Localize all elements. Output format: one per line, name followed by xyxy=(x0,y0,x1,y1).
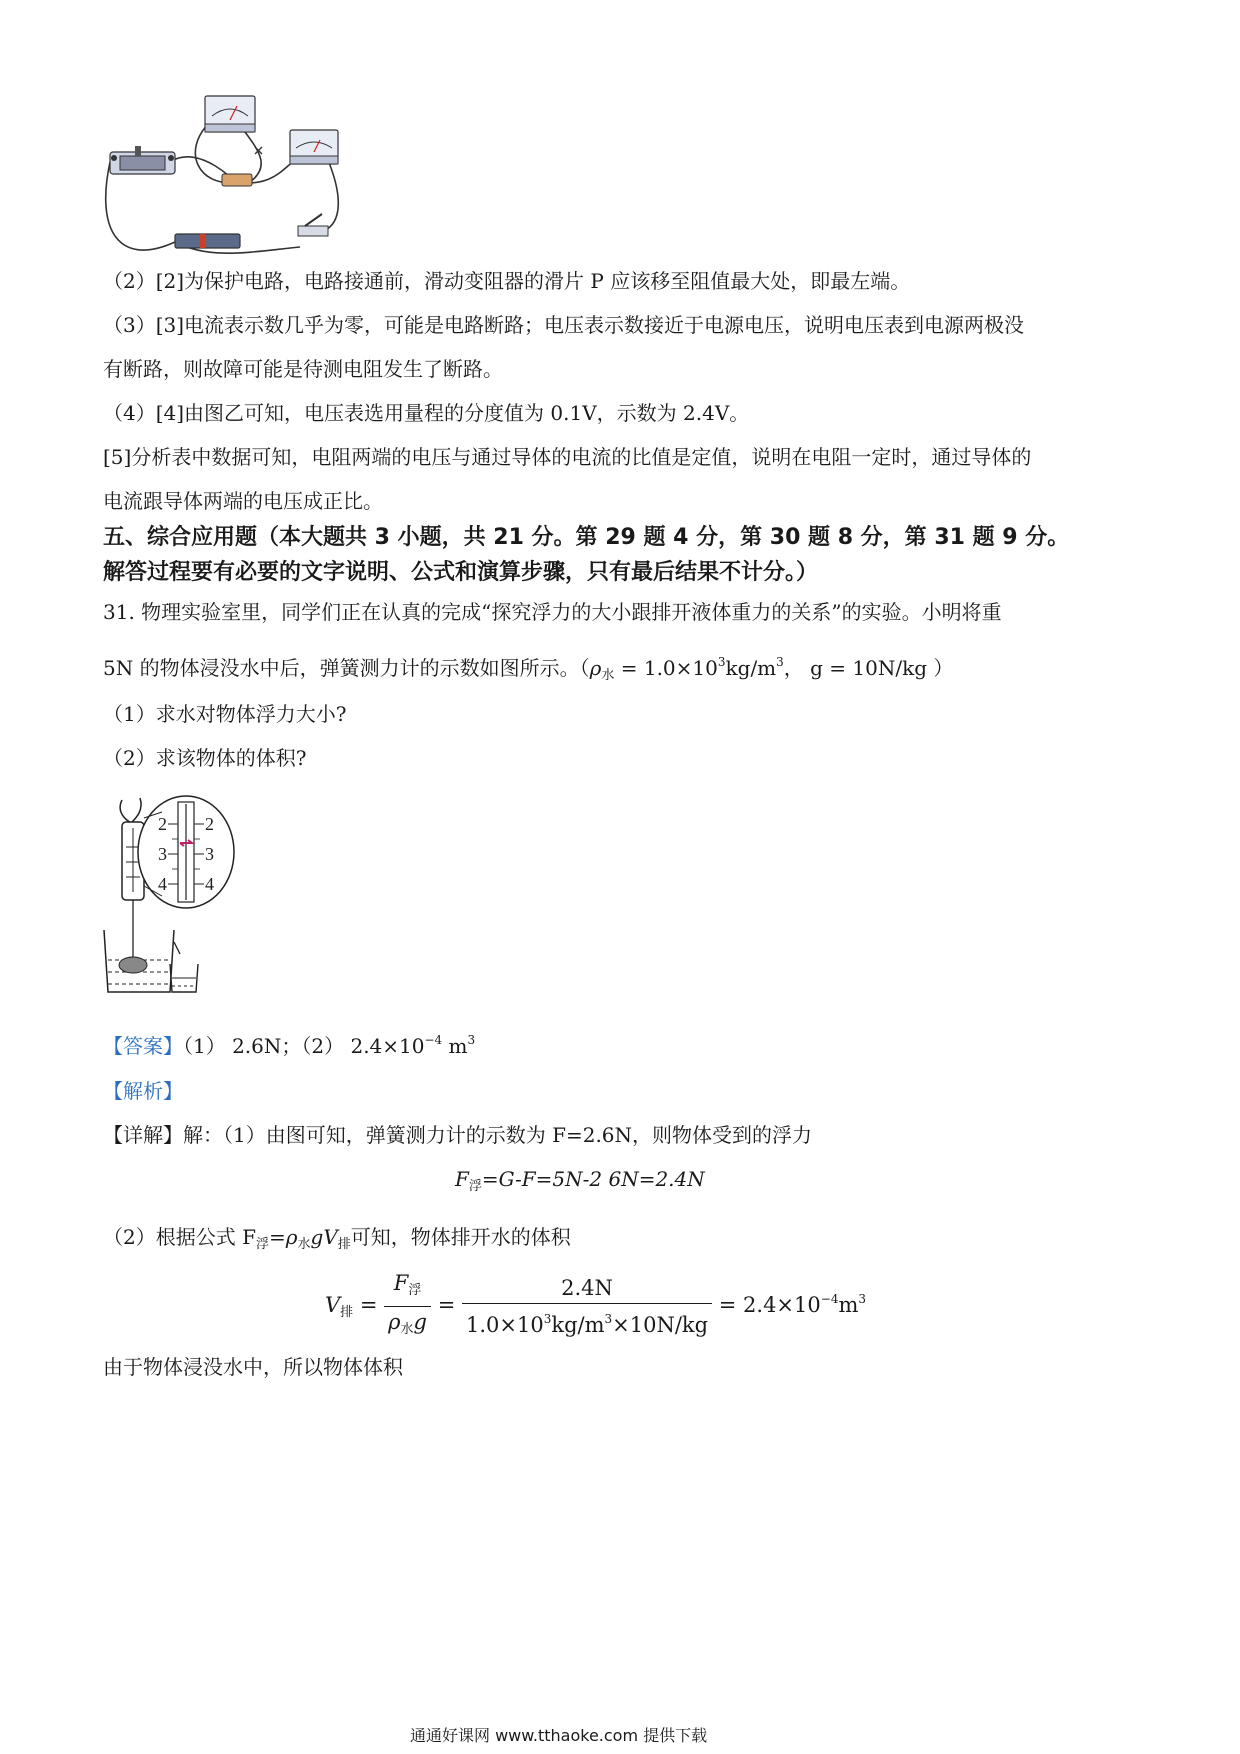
question-31-line-1: 31. 物理实验室里，同学们正在认真的完成“探究浮力的大小跟排开液体重力的关系”的实验。小明将重 xyxy=(103,600,1002,624)
analysis-step-2: （2）[2]为保护电路，电路接通前，滑动变阻器的滑片 P 应该移至阻值最大处，即最左端。 xyxy=(103,269,911,293)
fraction-values: $\frac{2.4N}{1.0\times 10^3kg/m^3\times 10N/kg}$ xyxy=(462,1273,712,1340)
analysis-tag: 【解析】 xyxy=(103,1079,183,1103)
question-31-sub-1: （1）求水对物体浮力大小? xyxy=(103,702,347,726)
page-footer: 通通好课网 www.tthaoke.com 提供下载 xyxy=(410,1726,708,1745)
scale-tick-right-4: 4 xyxy=(205,874,214,894)
scale-tick-right-2: 2 xyxy=(205,814,214,834)
analysis-step-5-line-2: 电流跟导体两端的电压成正比。 xyxy=(103,489,383,513)
analysis-step-4: （4）[4]由图乙可知，电压表选用量程的分度值为 0.1V，示数为 2.4V。 xyxy=(103,401,750,425)
formula-buoyancy: $F_浮=G-F=5N-2$ 6N=2.4N xyxy=(455,1167,705,1194)
analysis-step-3-line-1: （3）[3]电流表示数几乎为零，可能是电路断路；电压表示数接近于电源电压，说明电压表到电源两极没 xyxy=(103,313,1025,337)
section-title-line-1: 五、综合应用题（本大题共 3 小题，共 21 分。第 29 题 4 分，第 30 题 8 分，第 31 题 9 分。 xyxy=(103,525,1070,550)
scale-tick-left-2: 2 xyxy=(158,814,167,834)
volume-equation: $V_排$ = $\frac{F_浮}{\rho_水g}$ = $\frac{2.4N}{1.0\times 10^3kg/m^3\times 10N/kg}$ = $2.4\times 10^{-4}m^3$ xyxy=(325,1268,866,1334)
analysis-step-3-line-2: 有断路，则故障可能是待测电阻发生了断路。 xyxy=(103,357,503,381)
scale-tick-right-3: 3 xyxy=(205,844,214,864)
answer-tag: 【答案】 xyxy=(103,1034,183,1058)
detail-line-3: 由于物体浸没水中，所以物体体积 xyxy=(103,1355,403,1379)
scale-tick-left-4: 4 xyxy=(158,874,167,894)
fraction-formula: $\frac{F_浮}{\rho_水g}$ xyxy=(384,1268,431,1345)
section-title-line-2: 解答过程要有必要的文字说明、公式和演算步骤，只有最后结果不计分。） xyxy=(103,560,819,585)
answer-line: 【答案】（1） 2.6N；（2） $2.4\times 10^{-4}$ $m^3$ xyxy=(103,1033,476,1058)
spring-scale-figure xyxy=(100,792,250,1002)
question-31-sub-2: （2）求该物体的体积? xyxy=(103,746,307,770)
circuit-diagram xyxy=(100,92,380,282)
analysis-step-5-line-1: [5]分析表中数据可知，电阻两端的电压与通过导体的电流的比值是定值，说明在电阻一定时，通过导体的 xyxy=(103,445,1032,469)
question-31-line-2: 5N 的物体浸没水中后，弹簧测力计的示数如图所示。（$\rho_水 = 1.0\times 10^3kg/m^3$， g = 10N/kg ） xyxy=(103,655,954,683)
detail-line-2: （2）根据公式 $F_浮=\rho_水gV_排$可知，物体排开水的体积 xyxy=(103,1225,571,1252)
detail-tag: 【详解】 xyxy=(103,1123,183,1147)
scale-tick-left-3: 3 xyxy=(158,844,167,864)
detail-line-1: 【详解】解：（1）由图可知，弹簧测力计的示数为 F=2.6N，则物体受到的浮力 xyxy=(103,1123,813,1147)
